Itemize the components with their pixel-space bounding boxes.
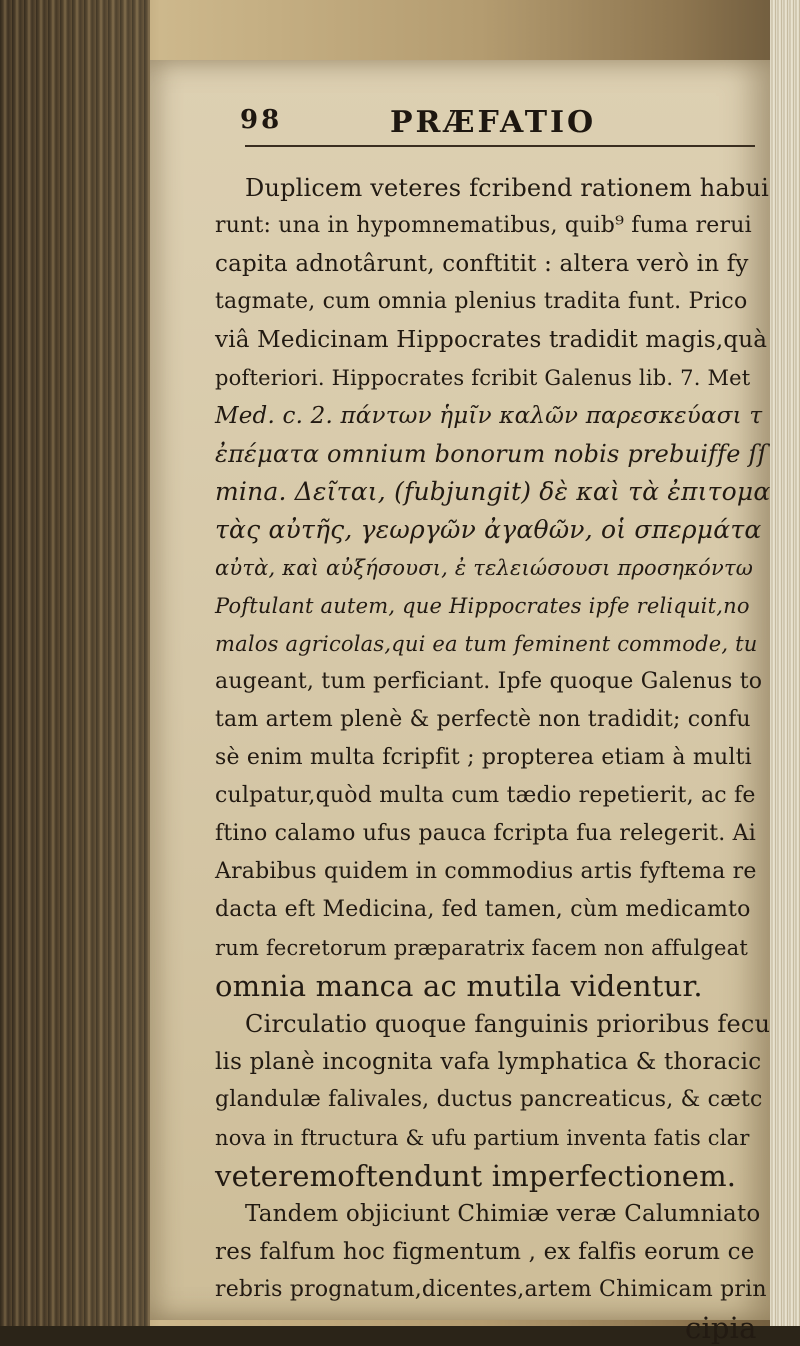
text-line: Duplicem veteres fcribend rationem habui	[245, 174, 770, 202]
page-number: 98	[240, 105, 283, 135]
text-line: ἐπέματα omnium bonorum nobis prebuiffe ſſ	[215, 440, 767, 468]
text-line: Tandem objiciunt Chimiæ veræ Calumniato	[245, 1201, 761, 1227]
text-line: lis planè incognita vafa lymphatica & thoracic	[215, 1049, 762, 1075]
text-line: runt: una in hypomnematibus, quib⁹ fuma rerui	[215, 213, 752, 238]
text-line: Poftulant autem, que Hippocrates ipfe reliquit,no	[215, 594, 750, 618]
catchword: cipia	[685, 1311, 757, 1345]
text-line: αὐτὰ, καὶ αὐξήσουσι, ἐ τελειώσουσι προσηκόντω	[215, 556, 754, 580]
text-line: omnia manca ac mutila videntur.	[215, 969, 703, 1003]
text-line: Med. c. 2. πάντων ἡμῖν καλῶν παρεσκεύασι τ	[215, 403, 763, 429]
header-rule	[245, 145, 755, 147]
page-header	[240, 105, 740, 145]
text-line: glandulæ falivales, ductus pancreaticus, & cætc	[215, 1087, 763, 1112]
text-line: mina. Δεῖται, (fubjungit) δὲ καὶ τὰ ἐπιτομα	[215, 477, 771, 506]
text-line: tam artem plenè & perfectè non tradidit; confu	[215, 707, 751, 732]
text-line: sè enim multa fcripfit ; propterea etiam à multi	[215, 745, 752, 770]
text-line: augeant, tum perficiant. Ipfe quoque Galenus to	[215, 669, 763, 694]
text-line: Arabibus quidem in commodius artis fyftema re	[215, 859, 757, 884]
text-line: τὰς αὐτῆς, γεωργῶν ἀγαθῶν, οἱ σπερμάτα	[215, 515, 762, 544]
text-line: ftino calamo ufus pauca fcripta fua relegerit. Ai	[215, 821, 756, 846]
text-line: nova in ftructura & ufu partium inventa fatis clar	[215, 1126, 750, 1150]
book-spine-edge	[0, 0, 150, 1326]
text-line: tagmate, cum omnia plenius tradita funt. Prico	[215, 289, 748, 314]
text-line: rum fecretorum præparatrix facem non affulgeat	[215, 936, 749, 960]
page-fore-edge	[770, 0, 800, 1326]
text-line: rebris prognatum,dicentes,artem Chimicam prin	[215, 1277, 767, 1302]
text-line: culpatur,quòd multa cum tædio repetierit, ac fe	[215, 783, 756, 808]
text-line: veteremoftendunt imperfectionem.	[215, 1159, 737, 1193]
text-line: Circulatio quoque fanguinis prioribus fecu	[245, 1010, 771, 1038]
text-line: dacta eft Medicina, fed tamen, cùm medicamto	[215, 897, 751, 922]
text-line: capita adnotârunt, conftitit : altera verò in fy	[215, 251, 749, 277]
text-line: viâ Medicinam Hippocrates tradidit magis,quà	[215, 327, 768, 353]
text-line: pofteriori. Hippocrates fcribit Galenus lib. 7. Met	[215, 366, 751, 390]
text-line: malos agricolas,qui ea tum feminent commode, tu	[215, 632, 758, 656]
page-title: PRÆFATIO	[390, 105, 597, 140]
text-line: res falfum hoc figmentum , ex falfis eorum ce	[215, 1239, 755, 1265]
